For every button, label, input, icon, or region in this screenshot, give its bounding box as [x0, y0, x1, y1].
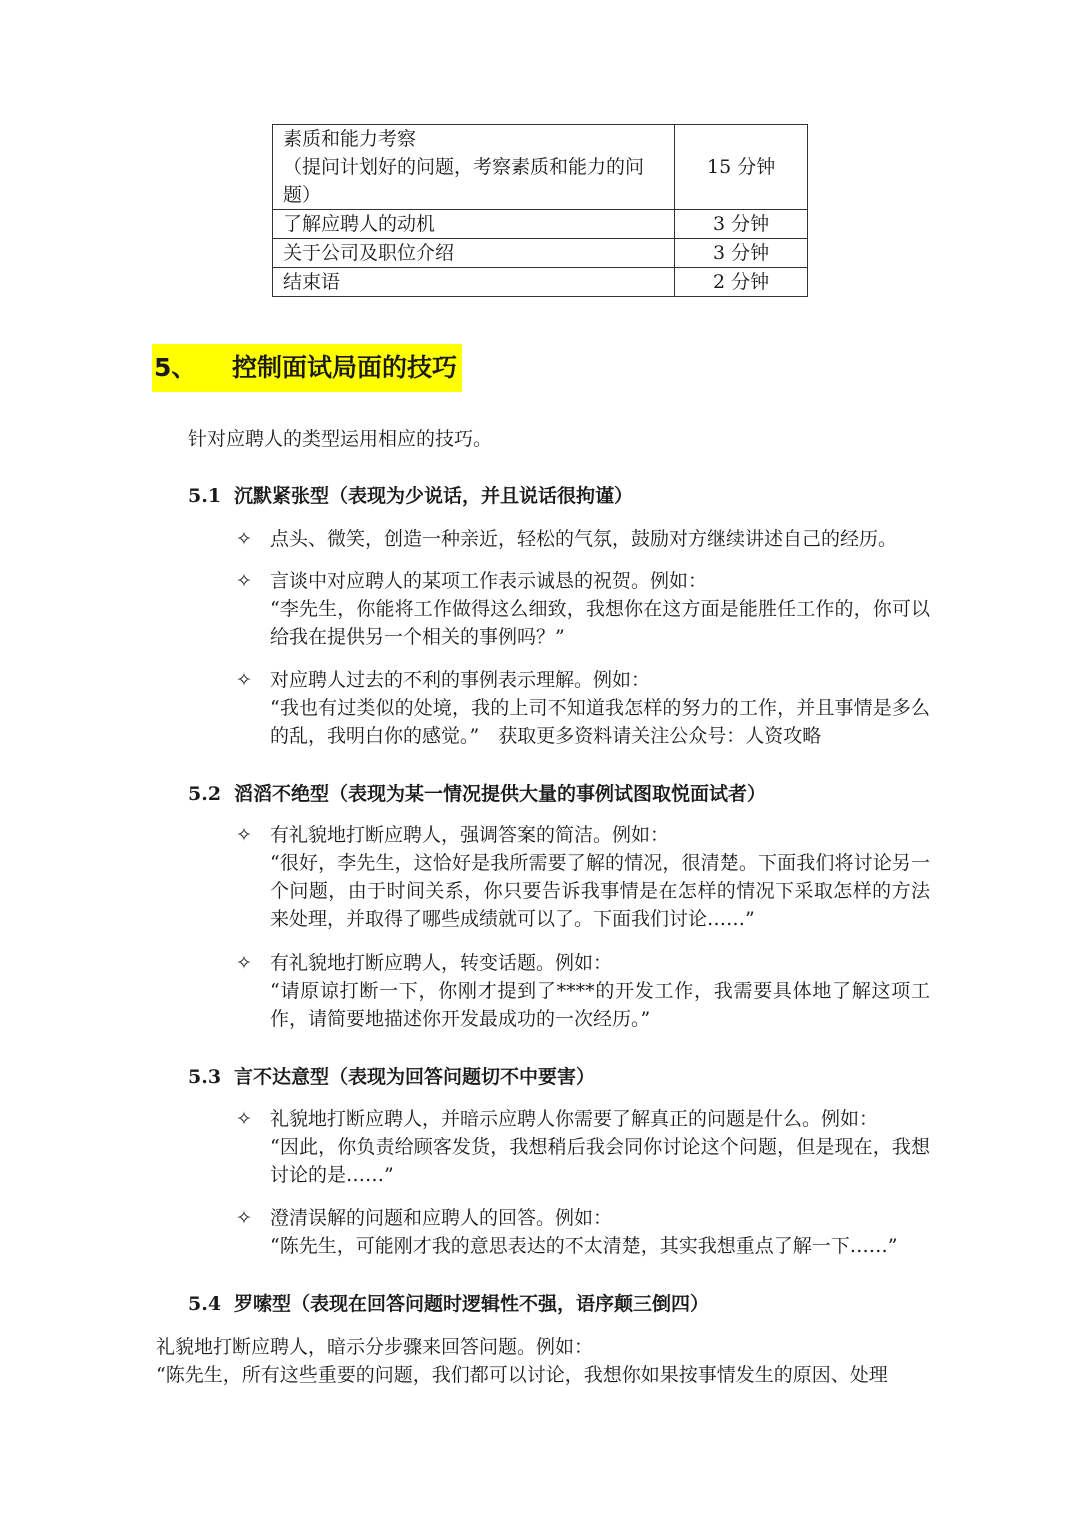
table-cell-item — [273, 125, 675, 210]
subsection-heading — [188, 482, 633, 510]
cell-line: （提问计划好的问题，考察素质和能力的问 — [283, 156, 645, 178]
diamond-bullet-icon: ✧ — [236, 669, 252, 691]
table-row — [273, 210, 808, 239]
list-item — [236, 949, 936, 1033]
bullet-text: 有礼貌地打断应聘人，转变话题。例如： — [270, 952, 613, 974]
bullet-text: 对应聘人过去的不利的事例表示理解。例如： — [270, 669, 651, 691]
section-intro: 针对应聘人的类型运用相应的技巧。 — [188, 428, 493, 450]
bullet-quote: “李先生，你能将工作做得这么细致，我想你在这方面是能胜任工作的，你可以给我在提供另一个相关的事例吗？” — [270, 598, 930, 648]
subsection-heading — [188, 1290, 709, 1318]
table-row — [273, 268, 808, 297]
cell-line: 题） — [283, 184, 322, 206]
table-cell-item: 了解应聘人的动机 — [273, 210, 675, 239]
table-row — [273, 125, 808, 210]
diamond-bullet-icon: ✧ — [236, 824, 252, 846]
bullet-quote: “因此，你负责给顾客发货，我想稍后我会同你讨论这个问题，但是现在，我想讨论的是……” — [270, 1136, 930, 1186]
table-cell-duration: 3 分钟 — [675, 239, 808, 268]
list-item — [236, 666, 936, 750]
table-cell-duration: 15 分钟 — [675, 125, 808, 210]
diamond-bullet-icon: ✧ — [236, 570, 252, 592]
cell-line: 素质和能力考察 — [283, 128, 417, 150]
subsection-number: 5.4 — [188, 1293, 222, 1315]
subsection-heading — [188, 780, 766, 808]
list-item — [236, 1105, 936, 1189]
bullet-text: 言谈中对应聘人的某项工作表示诚恳的祝贺。例如： — [270, 570, 708, 592]
bullet-text: 澄清误解的问题和应聘人的回答。例如： — [270, 1207, 613, 1229]
table-cell-duration: 3 分钟 — [675, 210, 808, 239]
bullet-quote: “我也有过类似的处境，我的上司不知道我怎样的努力的工作，并且事情是多么的乱，我明白你的感觉。” 获取更多资料请关注公众号：人资攻略 — [270, 697, 930, 747]
interview-schedule-table — [272, 124, 808, 297]
subsection-number: 5.1 — [188, 485, 222, 507]
section-heading — [152, 344, 462, 392]
bullet-quote: “请原谅打断一下，你刚才提到了****的开发工作，我需要具体地了解这项工作，请简要地描述你开发最成功的一次经历。” — [270, 980, 930, 1030]
bullet-quote: “陈先生，可能刚才我的意思表达的不太清楚，其实我想重点了解一下……” — [270, 1235, 898, 1257]
subsection-number: 5.3 — [188, 1066, 222, 1088]
list-item — [236, 821, 936, 933]
section-number: 5、 — [154, 353, 197, 382]
bullet-quote: “很好，李先生，这恰好是我所需要了解的情况，很清楚。下面我们将讨论另一个问题，由于时间关系，你只要告诉我事情是在怎样的情况下采取怎样的方法来处理，并取得了哪些成绩就可以了。下面我们讨论……” — [270, 852, 930, 930]
bullet-text: 有礼貌地打断应聘人，强调答案的简洁。例如： — [270, 824, 670, 846]
table-cell-item: 结束语 — [273, 268, 675, 297]
diamond-bullet-icon: ✧ — [236, 1108, 252, 1130]
subsection-title: 滔滔不绝型（表现为某一情况提供大量的事例试图取悦面试者） — [234, 783, 767, 805]
subsection-title: 沉默紧张型（表现为少说话，并且说话很拘谨） — [234, 485, 634, 507]
bullet-text: 点头、微笑，创造一种亲近，轻松的气氛，鼓励对方继续讲述自己的经历。 — [270, 528, 898, 550]
subsection-title: 言不达意型（表现为回答问题切不中要害） — [234, 1066, 596, 1088]
section-title: 控制面试局面的技巧 — [232, 353, 458, 382]
table-row — [273, 239, 808, 268]
diamond-bullet-icon: ✧ — [236, 952, 252, 974]
subsection-title: 罗嗦型（表现在回答问题时逻辑性不强，语序颠三倒四） — [234, 1293, 710, 1315]
diamond-bullet-icon: ✧ — [236, 1207, 252, 1229]
diamond-bullet-icon: ✧ — [236, 528, 252, 550]
body-line: “陈先生，所有这些重要的问题，我们都可以讨论，我想你如果按事情发生的原因、处理 — [156, 1364, 888, 1386]
subsection-number: 5.2 — [188, 783, 222, 805]
list-item — [236, 1204, 936, 1260]
table-cell-duration: 2 分钟 — [675, 268, 808, 297]
table-cell-item: 关于公司及职位介绍 — [273, 239, 675, 268]
list-item — [236, 567, 936, 651]
subsection-heading — [188, 1063, 595, 1091]
body-line: 礼貌地打断应聘人，暗示分步骤来回答问题。例如： — [156, 1336, 594, 1358]
bullet-text: 礼貌地打断应聘人，并暗示应聘人你需要了解真正的问题是什么。例如： — [270, 1108, 879, 1130]
list-item — [236, 525, 936, 553]
